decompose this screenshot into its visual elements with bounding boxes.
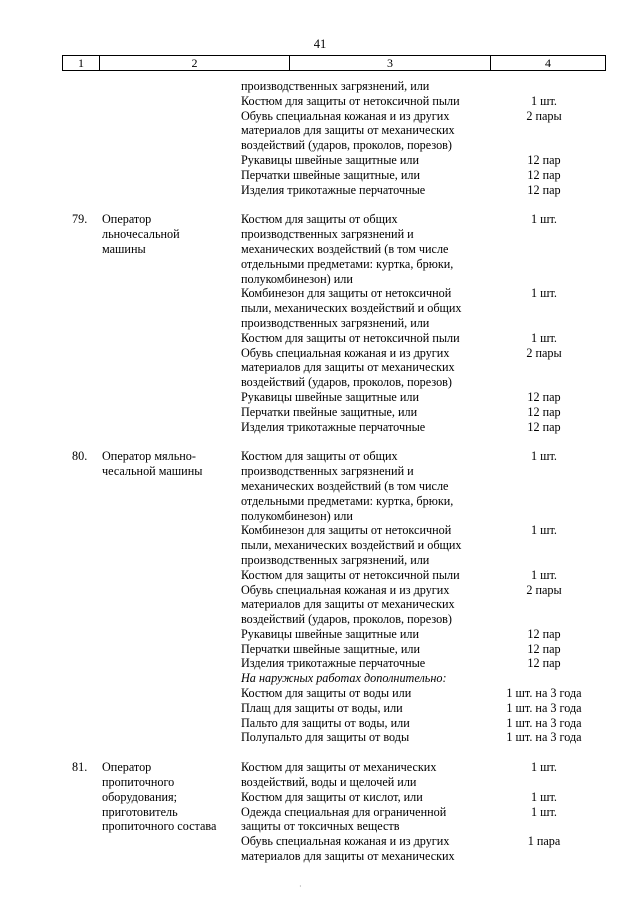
ppe-item-text: Перчатки швейные защитные, или	[241, 167, 421, 182]
ppe-item-text: Изделия трикотажные перчаточные	[241, 419, 426, 434]
ppe-item	[241, 790, 601, 805]
ppe-item-quantity: 12 пар	[527, 641, 561, 656]
ppe-item-quantity: 12 пар	[527, 656, 561, 671]
header-col-1: 1	[78, 56, 84, 70]
entry-gap	[0, 745, 640, 760]
ppe-item-text: полукомбинезон) или	[241, 271, 353, 286]
occupation-line: льночесальной	[102, 227, 180, 242]
ppe-item-text: пыли, механических воздействий и общих	[241, 301, 462, 316]
ppe-item-text: Костюм для защиты от нетоксичной пыли	[241, 330, 460, 345]
ppe-list	[241, 79, 601, 197]
ppe-item-quantity: 1 шт. на 3 года	[506, 715, 582, 730]
ppe-item-text: Перчатки пвейные защитные, или	[241, 404, 418, 419]
ppe-item-text: Костюм для защиты от нетоксичной пыли	[241, 567, 460, 582]
ppe-item-text: Костюм для защиты от механических	[241, 760, 437, 775]
ppe-item-text: На наружных работах дополнительно:	[241, 671, 447, 686]
footer-dot: ·	[299, 882, 302, 891]
ppe-item	[241, 656, 601, 671]
ppe-item-text: материалов для защиты от механических	[241, 360, 455, 375]
ppe-item-quantity: 1 шт. на 3 года	[506, 700, 582, 715]
ppe-item	[241, 183, 601, 198]
ppe-item-text: Обувь специальная кожаная и из других	[241, 108, 450, 123]
occupation-line: пропиточного	[102, 775, 175, 790]
ppe-item	[241, 760, 601, 790]
ppe-item	[241, 346, 601, 390]
ppe-item	[241, 94, 601, 109]
ppe-item-quantity: 1 шт.	[531, 760, 557, 775]
ppe-item	[241, 449, 601, 523]
entry-gap	[0, 434, 640, 449]
ppe-item-quantity: 1 шт.	[531, 93, 557, 108]
header-col-3: 3	[387, 56, 393, 70]
ppe-item-text: Плащ для защиты от воды, или	[241, 700, 403, 715]
ppe-item-text: Одежда специальная для ограниченной	[241, 804, 447, 819]
ppe-item-text: производственных загрязнений, или	[241, 552, 430, 567]
ppe-item	[241, 420, 601, 435]
entry-number: 81.	[72, 760, 88, 775]
ppe-item-text: Обувь специальная кожаная и из других	[241, 834, 450, 849]
ppe-item	[241, 109, 601, 153]
table-header	[62, 55, 606, 71]
ppe-item-text: Обувь специальная кожаная и из других	[241, 345, 450, 360]
table-entry	[0, 212, 640, 434]
header-col-2: 2	[191, 56, 198, 70]
ppe-item-text: Пальто для защиты от воды, или	[241, 715, 410, 730]
ppe-item	[241, 286, 601, 330]
header-col-4: 4	[545, 56, 551, 70]
occupation-line: пропиточного состава	[102, 819, 217, 834]
ppe-item-text: Обувь специальная кожаная и из других	[241, 582, 450, 597]
ppe-item	[241, 331, 601, 346]
ppe-item-text: материалов для защиты от механических	[241, 597, 455, 612]
ppe-item-quantity: 1 шт.	[531, 789, 557, 804]
ppe-item-text: механических воздействий (в том числе	[241, 478, 449, 493]
entry-number: 80.	[72, 449, 88, 464]
ppe-item-quantity: 1 шт. на 3 года	[506, 686, 582, 701]
ppe-item-quantity: 12 пар	[527, 419, 561, 434]
occupation-name	[102, 760, 232, 834]
occupation-line: Оператор	[102, 760, 152, 775]
ppe-item-quantity: 1 шт.	[531, 567, 557, 582]
occupation-name	[102, 212, 232, 256]
ppe-item	[241, 701, 601, 716]
table-body	[0, 79, 640, 864]
ppe-item	[241, 523, 601, 567]
occupation-line: приготовитель	[102, 804, 178, 819]
ppe-item-quantity: 1 шт. на 3 года	[506, 730, 582, 745]
ppe-item-quantity: 1 шт.	[531, 804, 557, 819]
ppe-item	[241, 153, 601, 168]
ppe-item-quantity: 2 пары	[526, 345, 562, 360]
entry-gap	[0, 197, 640, 212]
ppe-item-text: полукомбинезон) или	[241, 508, 353, 523]
ppe-item-text: производственных загрязнений и	[241, 464, 414, 479]
ppe-item-quantity: 12 пар	[527, 626, 561, 641]
ppe-item-text: воздействий (ударов, проколов, порезов)	[241, 375, 452, 390]
ppe-item	[241, 686, 601, 701]
ppe-item-text: производственных загрязнений, или	[241, 79, 430, 93]
ppe-item	[241, 730, 601, 745]
table-entry	[0, 449, 640, 745]
ppe-item-text: Комбинезон для защиты от нетоксичной	[241, 523, 452, 538]
ppe-item-text: Костюм для защиты от нетоксичной пыли	[241, 93, 460, 108]
ppe-item-text: Костюм для защиты от кислот, или	[241, 789, 423, 804]
ppe-item	[241, 805, 601, 835]
ppe-item-text: отдельными предметами: куртка, брюки,	[241, 493, 454, 508]
ppe-item-text: материалов для защиты от механических	[241, 123, 455, 138]
ppe-item-text: материалов для защиты от механических	[241, 849, 455, 864]
ppe-item-quantity: 1 шт.	[531, 449, 557, 464]
ppe-item	[241, 79, 601, 94]
ppe-item-text: воздействий (ударов, проколов, порезов)	[241, 612, 452, 627]
ppe-item-quantity: 1 шт.	[531, 330, 557, 345]
table-entry	[0, 79, 640, 197]
occupation-line: оборудования;	[102, 789, 177, 804]
ppe-item-text: воздействий, воды и щелочей или	[241, 775, 417, 790]
ppe-item	[241, 568, 601, 583]
ppe-item-text: Полупальто для защиты от воды	[241, 730, 410, 745]
ppe-item-text: механических воздействий (в том числе	[241, 241, 449, 256]
ppe-item	[241, 583, 601, 627]
ppe-item-quantity: 1 шт.	[531, 286, 557, 301]
occupation-line: Оператор мяльно-	[102, 449, 196, 464]
ppe-item-text: Рукавицы швейные защитные или	[241, 152, 419, 167]
ppe-item-quantity: 12 пар	[527, 389, 561, 404]
ppe-item-quantity: 12 пар	[527, 167, 561, 182]
ppe-item-text: отдельными предметами: куртка, брюки,	[241, 256, 454, 271]
occupation-name	[102, 449, 232, 479]
occupation-line: машины	[102, 241, 146, 256]
ppe-list	[241, 449, 601, 745]
ppe-item-text: защиты от токсичных веществ	[241, 819, 400, 834]
ppe-item-quantity: 12 пар	[527, 152, 561, 167]
ppe-item	[241, 212, 601, 286]
ppe-list	[241, 212, 601, 434]
occupation-line: чесальной машины	[102, 464, 203, 479]
ppe-item-text: Изделия трикотажные перчаточные	[241, 182, 426, 197]
table-entry	[0, 760, 640, 864]
ppe-item-text: Перчатки швейные защитные, или	[241, 641, 421, 656]
ppe-item	[241, 390, 601, 405]
ppe-item	[241, 716, 601, 731]
ppe-item-quantity: 1 пара	[527, 834, 561, 849]
ppe-item	[241, 168, 601, 183]
ppe-item-quantity: 12 пар	[527, 404, 561, 419]
ppe-item-text: производственных загрязнений и	[241, 227, 414, 242]
ppe-item	[241, 834, 601, 864]
ppe-item	[241, 642, 601, 657]
ppe-item-quantity: 1 шт.	[531, 523, 557, 538]
ppe-item-text: производственных загрязнений, или	[241, 315, 430, 330]
page-number: 41	[313, 37, 327, 51]
ppe-item-text: Рукавицы швейные защитные или	[241, 389, 419, 404]
entry-number: 79.	[72, 212, 88, 227]
ppe-item-quantity: 12 пар	[527, 182, 561, 197]
ppe-item-quantity: 2 пары	[526, 582, 562, 597]
ppe-item-text: Рукавицы швейные защитные или	[241, 626, 419, 641]
occupation-line: Оператор	[102, 212, 152, 227]
ppe-item-text: пыли, механических воздействий и общих	[241, 538, 462, 553]
ppe-item-text: Костюм для защиты от общих	[241, 449, 398, 464]
ppe-item-text: Изделия трикотажные перчаточные	[241, 656, 426, 671]
ppe-item	[241, 405, 601, 420]
ppe-item	[241, 627, 601, 642]
ppe-item-text: Костюм для защиты от воды или	[241, 686, 412, 701]
ppe-list	[241, 760, 601, 864]
ppe-item-text: Комбинезон для защиты от нетоксичной	[241, 286, 452, 301]
ppe-item-text: воздействий (ударов, проколов, порезов)	[241, 138, 452, 153]
ppe-item-quantity: 2 пары	[526, 108, 562, 123]
ppe-item-quantity: 1 шт.	[531, 212, 557, 227]
ppe-item-text: Костюм для защиты от общих	[241, 212, 398, 227]
ppe-subheading	[241, 671, 601, 686]
